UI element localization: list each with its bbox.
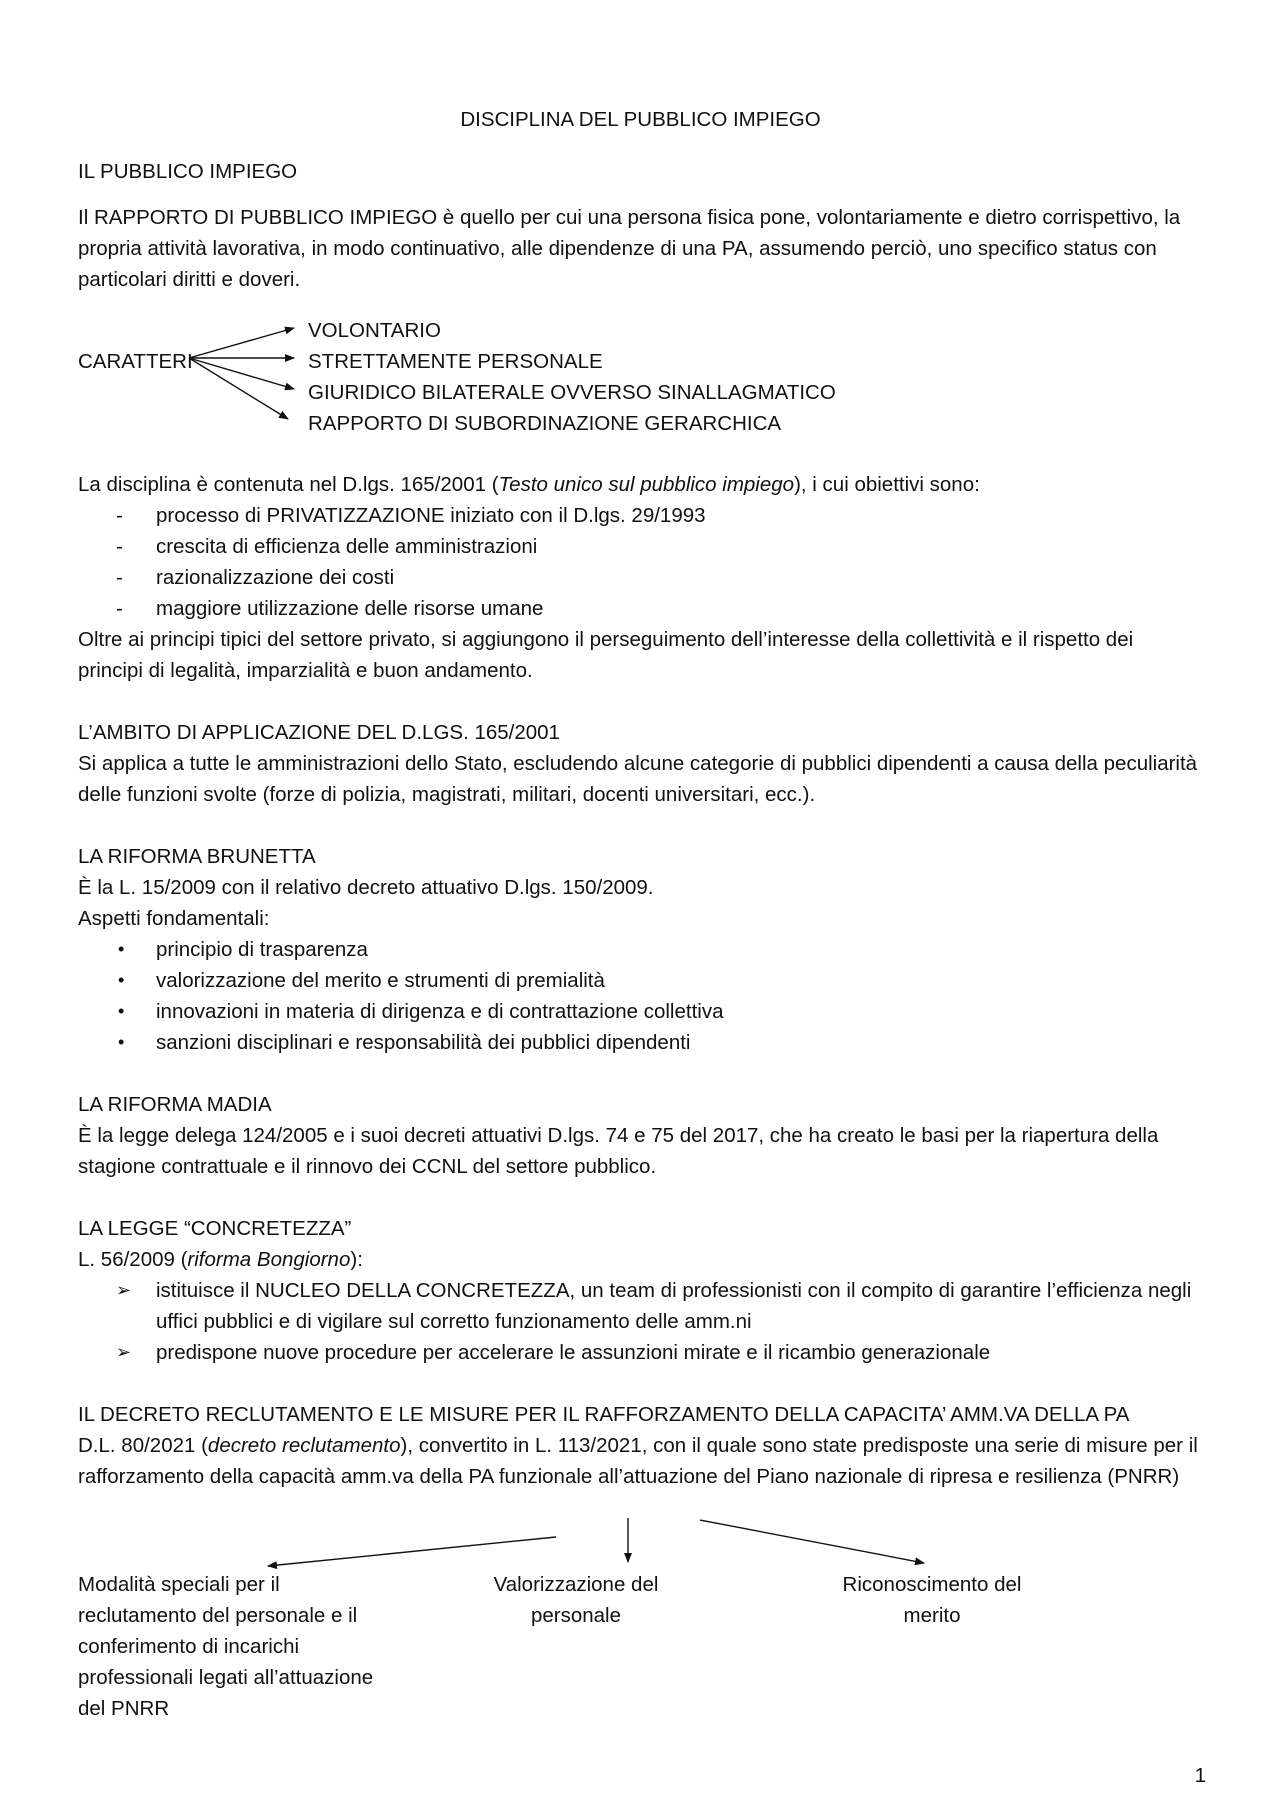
arrow-subordinazione bbox=[189, 358, 288, 419]
list-item: ➢ istituisce il NUCLEO DELLA CONCRETEZZA, un team di professionisti con il compito di garantire l’efficienza negli uffici pubblici e di vigilare sul corretto funzionamento delle amm.ni bbox=[116, 1279, 1192, 1333]
concretezza-emphasis: riforma Bongiorno bbox=[187, 1248, 351, 1271]
caratteri-item: VOLONTARIO bbox=[308, 319, 441, 342]
disciplina-emphasis: Testo unico sul pubblico impiego bbox=[498, 473, 795, 496]
reclutamento-emphasis: decreto reclutamento bbox=[207, 1434, 401, 1457]
list-item: ➢ predispone nuove procedure per accelerare le assunzioni mirate e il ricambio generazionale bbox=[116, 1341, 991, 1364]
oltre-paragraph: Oltre ai principi tipici del settore privato, si aggiungono il perseguimento dell’interesse della collettività e il rispetto dei principi di legalità, imparzialità e buon andamento. bbox=[78, 628, 1134, 682]
aspetti-label: Aspetti fondamentali: bbox=[78, 907, 270, 930]
outcome-box-reclutamento: Modalità speciali per il reclutamento del personale e il conferimento di incarichi professionali legati all’attuazione del PNRR bbox=[78, 1573, 374, 1720]
section-heading: L’AMBITO DI APPLICAZIONE DEL D.LGS. 165/2001 bbox=[78, 721, 560, 744]
section-heading: LA RIFORMA BRUNETTA bbox=[78, 845, 316, 868]
reclutamento-paragraph: D.L. 80/2021 (decreto reclutamento), convertito in L. 113/2021, con il quale sono state predisposte una serie di misure per il rafforzamento della capacità amm.va della PA funzionale all’attuazione del Piano nazionale di ripresa e resilienza (PNRR) bbox=[78, 1434, 1198, 1488]
page-title: DISCIPLINA DEL PUBBLICO IMPIEGO bbox=[460, 108, 821, 131]
section-heading: LA LEGGE “CONCRETEZZA” bbox=[78, 1217, 352, 1240]
brunetta-line: È la L. 15/2009 con il relativo decreto attuativo D.lgs. 150/2009. bbox=[78, 876, 654, 899]
list-item: - maggiore utilizzazione delle risorse umane bbox=[116, 597, 544, 620]
caratteri-item: GIURIDICO BILATERALE OVVERSO SINALLAGMATICO bbox=[308, 381, 836, 404]
arrows-overlay bbox=[78, 0, 1203, 1811]
caratteri-item: STRETTAMENTE PERSONALE bbox=[308, 350, 603, 373]
list-item: - processo di PRIVATIZZAZIONE iniziato con il D.lgs. 29/1993 bbox=[116, 504, 706, 527]
list-item: • sanzioni disciplinari e responsabilità dei pubblici dipendenti bbox=[118, 1031, 691, 1054]
disciplina-line: La disciplina è contenuta nel D.lgs. 165/2001 (Testo unico sul pubblico impiego), i cui obiettivi sono: bbox=[78, 473, 980, 496]
intro-paragraph: Il RAPPORTO DI PUBBLICO IMPIEGO è quello per cui una persona fisica pone, volontariamente e dietro corrispettivo, la propria attività lavorativa, in modo continuativo, alle dipendenze di una PA, assumendo perciò, uno specifico status con particolari diritti e doveri. bbox=[78, 206, 1181, 291]
outcome-box-valorizzazione: Valorizzazione del personale bbox=[493, 1573, 659, 1627]
madia-paragraph: È la legge delega 124/2005 e i suoi decreti attuativi D.lgs. 74 e 75 del 2017, che ha creato le basi per la riapertura della stagione contrattuale e il rinnovo dei CCNL del settore pubblico. bbox=[78, 1124, 1159, 1178]
caratteri-label: CARATTERI bbox=[78, 350, 193, 373]
list-item: • innovazioni in materia di dirigenza e di contrattazione collettiva bbox=[118, 1000, 724, 1023]
caratteri-item: RAPPORTO DI SUBORDINAZIONE GERARCHICA bbox=[308, 412, 782, 435]
arrow-col1 bbox=[268, 1537, 556, 1566]
section-heading: IL DECRETO RECLUTAMENTO E LE MISURE PER IL RAFFORZAMENTO DELLA CAPACITA’ AMM.VA DELLA PA bbox=[78, 1403, 1130, 1426]
list-item: • valorizzazione del merito e strumenti di premialità bbox=[118, 969, 605, 992]
section-heading: IL PUBBLICO IMPIEGO bbox=[78, 160, 298, 183]
arrow-col3 bbox=[700, 1520, 924, 1563]
page-number: 1 bbox=[1194, 1764, 1206, 1787]
list-item: • principio di trasparenza bbox=[118, 938, 368, 961]
section-heading: LA RIFORMA MADIA bbox=[78, 1093, 272, 1116]
concretezza-line: L. 56/2009 (riforma Bongiorno): bbox=[78, 1248, 363, 1271]
ambito-paragraph: Si applica a tutte le amministrazioni dello Stato, escludendo alcune categorie di pubblici dipendenti a causa della peculiarità delle funzioni svolte (forze di polizia, magistrati, militari, docenti universitari, ecc.). bbox=[78, 752, 1198, 806]
arrow-giuridico bbox=[189, 358, 294, 389]
list-item: - razionalizzazione dei costi bbox=[116, 566, 395, 589]
arrow-volontario bbox=[189, 328, 294, 358]
outcome-box-merito: Riconoscimento del merito bbox=[842, 1573, 1022, 1627]
list-item: - crescita di efficienza delle amministrazioni bbox=[116, 535, 538, 558]
